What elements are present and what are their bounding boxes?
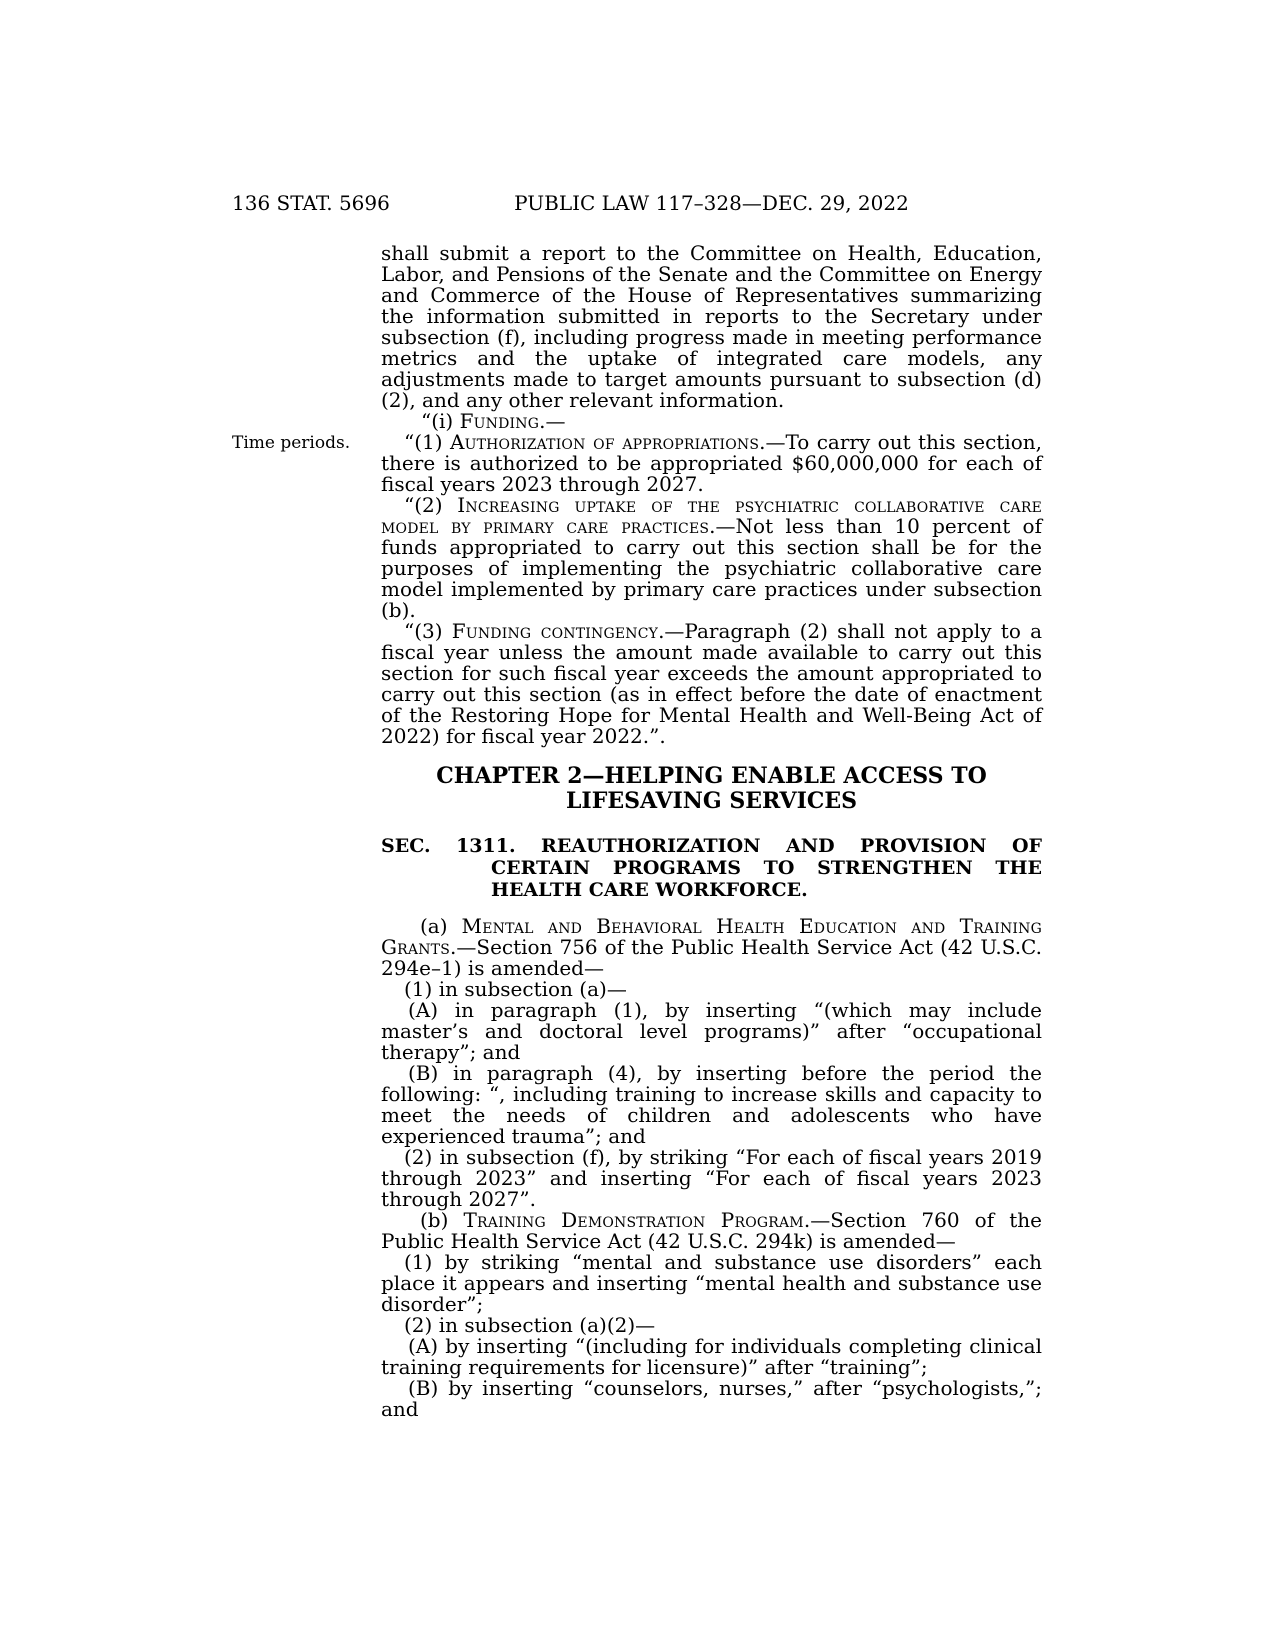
smallcaps-run: Mental and Behavioral Health Education and Training Grants bbox=[381, 914, 1042, 959]
public-law-title: PUBLIC LAW 117–328—DEC. 29, 2022 bbox=[514, 191, 909, 215]
smallcaps-run: Training Demonstration Program bbox=[463, 1208, 804, 1232]
text-run: “(1) bbox=[404, 430, 450, 454]
para-b2A: (A) by inserting “(including for individuals completing clinical training requirements for licensure)” after “training”; bbox=[381, 1334, 1042, 1379]
para-a1: (1) in subsection (a)— bbox=[404, 977, 627, 1001]
smallcaps-run: Increasing uptake of the psychiatric collaborative care model by primary care practices bbox=[381, 493, 1043, 538]
para-contingency bbox=[381, 621, 1042, 747]
para-uptake bbox=[381, 495, 1042, 621]
para-funding-heading bbox=[381, 411, 1042, 432]
smallcaps-run: Authorization of appropriations bbox=[449, 430, 760, 454]
text-run: .—Not less than 10 percent of funds appropriated to carry out this section shall be for the purposes of implementing the psychiatric collaborative care model implemented by primary care practices under subsection (b). bbox=[381, 514, 1042, 622]
chapter-heading: CHAPTER 2—HELPING ENABLE ACCESS TO LIFESAVING SERVICES bbox=[436, 763, 987, 814]
text-run: .— bbox=[539, 409, 566, 433]
stat-page-number: 136 STAT. 5696 bbox=[232, 191, 390, 215]
running-head bbox=[232, 191, 1042, 217]
text-run: (b) bbox=[420, 1208, 464, 1232]
para-authorization bbox=[381, 432, 1042, 495]
smallcaps-run: Funding bbox=[459, 409, 540, 433]
para-b2B: (B) by inserting “counselors, nurses,” after “psychologists,”; and bbox=[381, 1376, 1042, 1421]
section-heading: SEC. 1311. REAUTHORIZATION AND PROVISION OF CERTAIN PROGRAMS TO STRENGTHEN THE HEALTH CARE WORKFORCE. bbox=[381, 835, 1042, 901]
para-b1: (1) by striking “mental and substance use disorders” each place it appears and inserting “mental health and substance use disorder”; bbox=[381, 1250, 1042, 1316]
para-b2: (2) in subsection (a)(2)— bbox=[404, 1313, 656, 1337]
text-run: “(3) bbox=[404, 619, 452, 643]
text-run: “(i) bbox=[421, 409, 460, 433]
text-run: .—To carry out this section, there is authorized to be appropriated $60,000,000 for each of fiscal years 2023 through 2027. bbox=[381, 430, 1042, 496]
text-run: “(2) bbox=[404, 493, 458, 517]
margin-note-time-periods: Time periods. bbox=[232, 433, 351, 453]
para-subsection-a bbox=[381, 916, 1042, 979]
text-run: .—Paragraph (2) shall not apply to a fiscal year unless the amount made available to carry out this section for such fiscal year exceeds the amount appropriated to carry out this section (as in effect before the date of enactment of the Restoring Hope for Mental Health and Well-Being Act of 2022) for fiscal year 2022.”. bbox=[381, 619, 1042, 748]
text-run: .—Section 760 of the Public Health Service Act (42 U.S.C. 294k) is amended— bbox=[381, 1208, 1042, 1253]
para-a1A: (A) in paragraph (1), by inserting “(which may include master’s and doctoral level programs)” after “occupational therapy”; and bbox=[381, 998, 1042, 1064]
smallcaps-run: Funding contingency bbox=[451, 619, 659, 643]
para-intro: shall submit a report to the Committee on Health, Education, Labor, and Pensions of the Senate and the Committee on Energy and Commerce of the House of Representatives summarizing the information submitted in reports to the Secretary under subsection (f), including progress made in meeting performance metrics and the uptake of integrated care models, any adjustments made to target amounts pursuant to subsection (d)(2), and any other relevant information. bbox=[381, 241, 1042, 412]
para-a2: (2) in subsection (f), by striking “For each of fiscal years 2019 through 2023” and inserting “For each of fiscal years 2023 through 2027”. bbox=[381, 1145, 1042, 1211]
text-run: (a) bbox=[420, 914, 462, 938]
text-column bbox=[381, 243, 1042, 1420]
para-subsection-b bbox=[381, 1210, 1042, 1252]
para-a1B: (B) in paragraph (4), by inserting before the period the following: “, including training to increase skills and capacity to meet the needs of children and adolescents who have experienced trauma”; and bbox=[381, 1061, 1042, 1148]
text-run: .—Section 756 of the Public Health Service Act (42 U.S.C. 294e–1) is amended— bbox=[381, 935, 1042, 980]
